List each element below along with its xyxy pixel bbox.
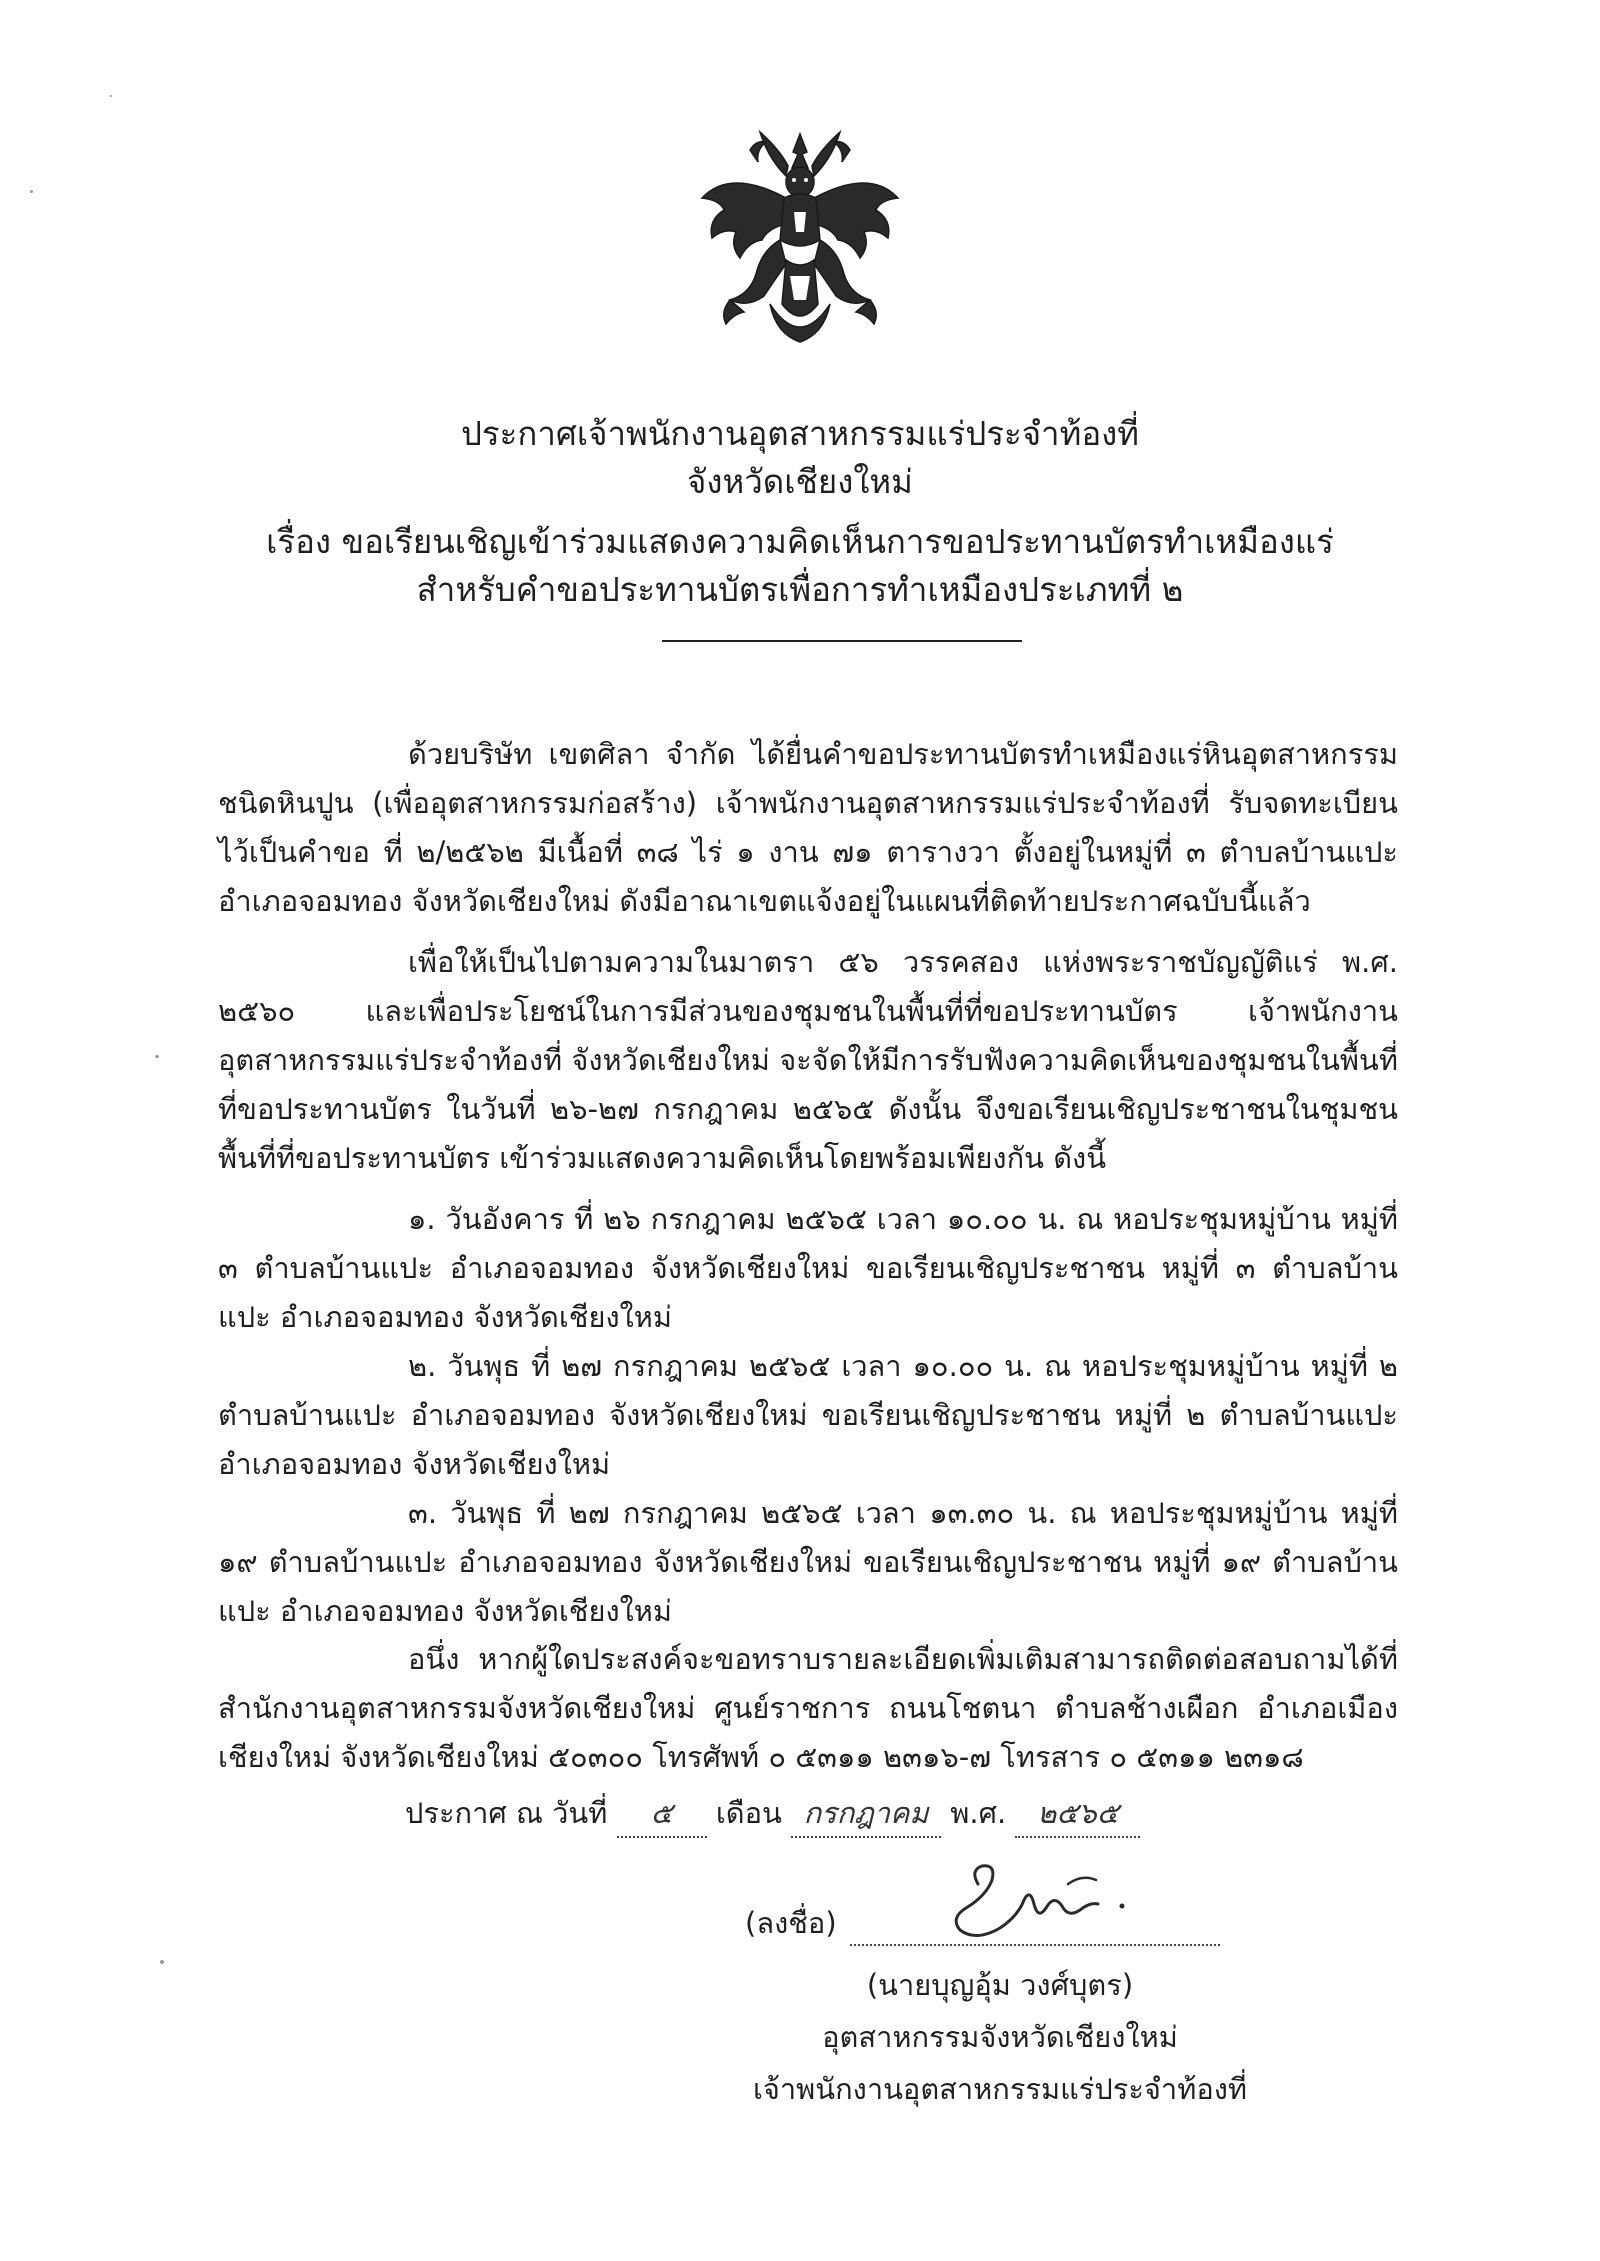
date-month: กรกฎาคม — [791, 1790, 941, 1838]
body-section-2 — [218, 938, 1398, 1183]
province-title: จังหวัดเชียงใหม่ — [687, 462, 913, 501]
signatory-title: เจ้าพนักงานอุตสาหกรรมแร่ประจำท้องที่ — [752, 2072, 1248, 2106]
signatory-position: อุตสาหกรรมจังหวัดเชียงใหม่ — [822, 2020, 1178, 2054]
date-year: ๒๕๖๕ — [1015, 1790, 1140, 1838]
body-section-1 — [218, 730, 1398, 926]
scan-speck — [160, 1960, 164, 1964]
body-section-3 — [218, 1195, 1398, 1636]
list-item-meeting-3: ๓. วันพุธ ที่ ๒๗ กรกฎาคม ๒๕๖๕ เวลา ๑๓.๓๐ น. ณ หอประชุมหมู่บ้าน หมู่ที่ ๑๙ ตำบลบ้านแปะ อำเภอจอมทอง จังหวัดเชียงใหม่ ขอเรียนเชิญประชาชน หมู่ที่ ๑๙ ตำบลบ้านแปะ อำเภอจอมทอง จังหวัดเชียงใหม่ — [218, 1496, 1398, 1628]
body-section-4 — [218, 1635, 1398, 1782]
subject-line: เรื่อง ขอเรียนเชิญเข้าร่วมแสดงความคิดเห็นการขอประทานบัตรทำเหมืองแร่ — [266, 522, 1334, 561]
paragraph-contact: อนึ่ง หากผู้ใดประสงค์จะขอทราบรายละเอียดเพิ่มเติมสามารถติดต่อสอบถามได้ที่ สำนักงานอุตสาหกรรมจังหวัดเชียงใหม่ ศูนย์ราชการ ถนนโชตนา ตำบลช้างเผือก อำเภอเมืองเชียงใหม่ จังหวัดเชียงใหม่ ๕๐๓๐๐ โทรศัพท์ ๐ ๕๓๑๑ ๒๓๑๖-๗ โทรสาร ๐ ๕๓๑๑ ๒๓๑๘ — [218, 1642, 1398, 1774]
paragraph-applicant: ด้วยบริษัท เขตศิลา จำกัด ได้ยื่นคำขอประทานบัตรทำเหมืองแร่หินอุตสาหกรรมชนิดหินปูน (เพื่ออุตสาหกรรมก่อสร้าง) เจ้าพนักงานอุตสาหกรรมแร่ประจำท้องที่ รับจดทะเบียนไว้เป็นคำขอ ที่ ๒/๒๕๖๒ มีเนื้อที่ ๓๘ ไร่ ๑ งาน ๗๑ ตารางวา ตั้งอยู่ในหมู่ที่ ๓ ตำบลบ้านแปะ อำเภอจอมทอง จังหวัดเชียงใหม่ ดังมีอาณาเขตแจ้งอยู่ในแผนที่ติดท้ายประกาศฉบับนี้แล้ว — [218, 737, 1398, 918]
scan-speck — [30, 190, 33, 193]
handwritten-signature — [920, 1848, 1150, 1958]
signatory-name: (นายบุญอุ้ม วงศ์บุตร) — [866, 1968, 1134, 2002]
date-month-label: เดือน — [715, 1796, 782, 1830]
announcement-date — [405, 1790, 1140, 1838]
list-item-meeting-1: ๑. วันอังคาร ที่ ๒๖ กรกฎาคม ๒๕๖๕ เวลา ๑๐.๐๐ น. ณ หอประชุมหมู่บ้าน หมู่ที่ ๓ ตำบลบ้านแปะ อำเภอจอมทอง จังหวัดเชียงใหม่ ขอเรียนเชิญประชาชน หมู่ที่ ๓ ตำบลบ้านแปะ อำเภอจอมทอง จังหวัดเชียงใหม่ — [218, 1202, 1398, 1334]
announcement-title: ประกาศเจ้าพนักงานอุตสาหกรรมแร่ประจำท้องที่ — [460, 414, 1140, 453]
date-year-label: พ.ศ. — [950, 1796, 1007, 1830]
date-prefix: ประกาศ ณ วันที่ — [405, 1796, 608, 1830]
subject-line-continued: สำหรับคำขอประทานบัตรเพื่อการทำเหมืองประเภทที่ ๒ — [416, 570, 1184, 609]
date-day: ๕ — [617, 1790, 707, 1838]
scan-speck — [155, 1055, 159, 1058]
list-item-meeting-2: ๒. วันพุธ ที่ ๒๗ กรกฎาคม ๒๕๖๕ เวลา ๑๐.๐๐ น. ณ หอประชุมหมู่บ้าน หมู่ที่ ๒ ตำบลบ้านแปะ อำเภอจอมทอง จังหวัดเชียงใหม่ ขอเรียนเชิญประชาชน หมู่ที่ ๒ ตำบลบ้านแปะ อำเภอจอมทอง จังหวัดเชียงใหม่ — [218, 1349, 1398, 1481]
signature-label: (ลงชื่อ) — [745, 1906, 837, 1940]
garuda-emblem-icon — [690, 128, 910, 348]
title-divider — [662, 640, 1022, 642]
scan-speck — [110, 95, 112, 97]
paragraph-hearing: เพื่อให้เป็นไปตามความในมาตรา ๕๖ วรรคสอง แห่งพระราชบัญญัติแร่ พ.ศ. ๒๕๖๐ และเพื่อประโยชน์ในการมีส่วนของชุมชนในพื้นที่ที่ขอประทานบัตร เจ้าพนักงานอุตสาหกรรมแร่ประจำท้องที่ จังหวัดเชียงใหม่ จะจัดให้มีการรับฟังความคิดเห็นของชุมชนในพื้นที่ที่ขอประทานบัตร ในวันที่ ๒๖-๒๗ กรกฎาคม ๒๕๖๕ ดังนั้น จึงขอเรียนเชิญประชาชนในชุมชนพื้นที่ที่ขอประทานบัตร เข้าร่วมแสดงความคิดเห็นโดยพร้อมเพียงกัน ดังนี้ — [218, 945, 1398, 1175]
